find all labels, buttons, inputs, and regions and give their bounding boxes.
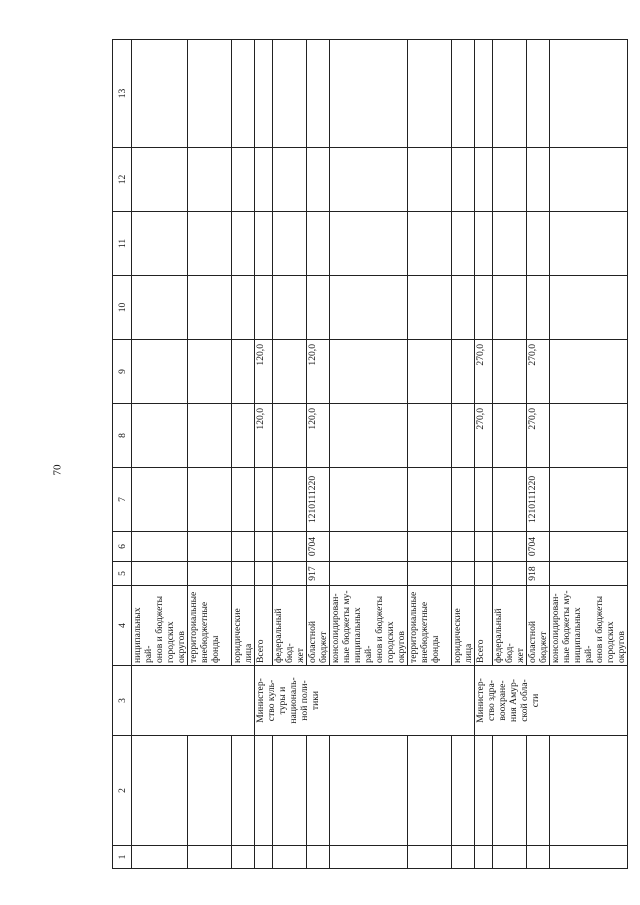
cell-col2 <box>452 736 475 846</box>
cell-col5 <box>273 562 307 586</box>
cell-col6 <box>188 532 232 562</box>
cell-text: Всего <box>475 639 486 663</box>
cell-col11 <box>550 212 628 276</box>
cell-col7 <box>307 468 330 532</box>
cell-text: 120,0 <box>255 408 266 430</box>
cell-col9 <box>132 340 188 404</box>
cell-col10 <box>330 276 408 340</box>
cell-col5 <box>475 562 493 586</box>
cell-col11 <box>232 212 255 276</box>
cell-col1 <box>330 846 408 869</box>
col-header-9: 9 <box>113 340 132 404</box>
cell-col1 <box>452 846 475 869</box>
cell-col9 <box>330 340 408 404</box>
cell-col13 <box>273 40 307 148</box>
cell-col12 <box>255 148 273 212</box>
cell-col4 <box>452 586 475 666</box>
budget-table-sheet <box>112 40 627 869</box>
table-row <box>550 40 628 869</box>
cell-text: 270,0 <box>527 344 538 366</box>
cell-col5 <box>493 562 527 586</box>
cell-col13 <box>255 40 273 148</box>
cell-col8 <box>330 404 408 468</box>
cell-col7 <box>527 468 550 532</box>
cell-col7 <box>408 468 452 532</box>
cell-text: 270,0 <box>527 408 538 430</box>
cell-col7 <box>452 468 475 532</box>
cell-col10 <box>408 276 452 340</box>
cell-col4 <box>273 586 307 666</box>
cell-col11 <box>188 212 232 276</box>
cell-col8 <box>475 404 493 468</box>
cell-col1 <box>188 846 232 869</box>
cell-text: областной бюджет <box>307 620 329 663</box>
cell-col6 <box>452 532 475 562</box>
cell-col10 <box>493 276 527 340</box>
cell-text: территориальные внебюджетные фонды <box>188 591 221 663</box>
cell-col5 <box>307 562 330 586</box>
cell-col2 <box>232 736 255 846</box>
cell-col2 <box>408 736 452 846</box>
cell-col2 <box>273 736 307 846</box>
budget-table <box>112 39 628 869</box>
cell-col10 <box>255 276 273 340</box>
cell-col12 <box>452 148 475 212</box>
cell-col5 <box>255 562 273 586</box>
cell-col6 <box>550 532 628 562</box>
cell-col10 <box>132 276 188 340</box>
cell-col8 <box>550 404 628 468</box>
cell-col12 <box>493 148 527 212</box>
cell-text: федеральный бюд- жет <box>273 608 306 663</box>
cell-col11 <box>273 212 307 276</box>
cell-col5 <box>232 562 255 586</box>
cell-col13 <box>527 40 550 148</box>
cell-col6 <box>255 532 273 562</box>
col-header-13: 13 <box>113 40 132 148</box>
cell-text: 1210111220 <box>527 475 538 524</box>
cell-col12 <box>550 148 628 212</box>
cell-col5 <box>452 562 475 586</box>
cell-col5 <box>408 562 452 586</box>
cell-col12 <box>527 148 550 212</box>
cell-col7 <box>232 468 255 532</box>
cell-col11 <box>255 212 273 276</box>
cell-col9 <box>527 340 550 404</box>
table-row <box>307 40 330 869</box>
table-row <box>493 40 527 869</box>
cell-col7 <box>493 468 527 532</box>
cell-col4 <box>408 586 452 666</box>
cell-text: 120,0 <box>255 344 266 366</box>
cell-col7 <box>255 468 273 532</box>
cell-col12 <box>475 148 493 212</box>
cell-col4 <box>330 586 408 666</box>
cell-col2 <box>527 736 550 846</box>
col-header-10: 10 <box>113 276 132 340</box>
cell-col3 <box>475 666 628 736</box>
cell-col5 <box>330 562 408 586</box>
cell-text: федеральный бюд- жет <box>493 608 526 663</box>
cell-col11 <box>408 212 452 276</box>
cell-col10 <box>307 276 330 340</box>
cell-col11 <box>330 212 408 276</box>
cell-col4 <box>493 586 527 666</box>
cell-col1 <box>132 846 188 869</box>
cell-col4 <box>307 586 330 666</box>
cell-col9 <box>550 340 628 404</box>
table-row <box>330 40 408 869</box>
cell-col2 <box>132 736 188 846</box>
cell-text: 917 <box>307 566 318 581</box>
cell-col10 <box>550 276 628 340</box>
cell-col9 <box>475 340 493 404</box>
cell-col13 <box>330 40 408 148</box>
cell-col4 <box>188 586 232 666</box>
cell-col13 <box>232 40 255 148</box>
cell-col9 <box>452 340 475 404</box>
cell-col8 <box>307 404 330 468</box>
cell-col8 <box>452 404 475 468</box>
cell-col9 <box>255 340 273 404</box>
column-number-row <box>113 40 132 869</box>
col-header-2: 2 <box>113 736 132 846</box>
cell-col5 <box>550 562 628 586</box>
cell-col1 <box>255 846 273 869</box>
table-body <box>132 40 628 869</box>
cell-col12 <box>232 148 255 212</box>
col-header-4: 4 <box>113 586 132 666</box>
page-number: 70 <box>51 464 64 476</box>
cell-col9 <box>307 340 330 404</box>
cell-text: 120,0 <box>307 408 318 430</box>
col-header-7: 7 <box>113 468 132 532</box>
table-row <box>188 40 232 869</box>
cell-text: юридические лица <box>232 608 254 663</box>
col-header-8: 8 <box>113 404 132 468</box>
cell-col9 <box>493 340 527 404</box>
cell-col2 <box>550 736 628 846</box>
table-row <box>408 40 452 869</box>
cell-col7 <box>550 468 628 532</box>
col-header-11: 11 <box>113 212 132 276</box>
table-row <box>273 40 307 869</box>
cell-col12 <box>307 148 330 212</box>
cell-col13 <box>132 40 188 148</box>
cell-col2 <box>255 736 273 846</box>
cell-col5 <box>527 562 550 586</box>
cell-col12 <box>408 148 452 212</box>
cell-col3 <box>255 666 475 736</box>
cell-col4 <box>475 586 493 666</box>
cell-col6 <box>273 532 307 562</box>
cell-col13 <box>550 40 628 148</box>
cell-text: ниципальных рай- онов и бюджеты городских округов <box>132 595 187 663</box>
cell-text: консолидирован- ные бюджеты му- ниципальных рай- онов и бюджеты городских округов <box>330 590 407 663</box>
cell-text: 270,0 <box>475 408 486 430</box>
cell-text: 918 <box>527 566 538 581</box>
cell-col4 <box>527 586 550 666</box>
cell-col8 <box>273 404 307 468</box>
cell-col1 <box>408 846 452 869</box>
cell-col6 <box>475 532 493 562</box>
cell-col13 <box>475 40 493 148</box>
cell-col11 <box>493 212 527 276</box>
cell-col2 <box>330 736 408 846</box>
cell-col13 <box>188 40 232 148</box>
cell-text: Всего <box>255 639 266 663</box>
cell-col12 <box>188 148 232 212</box>
cell-col8 <box>527 404 550 468</box>
cell-col4 <box>550 586 628 666</box>
cell-text: юридические лица <box>452 608 474 663</box>
cell-col2 <box>475 736 493 846</box>
table-row <box>132 40 188 869</box>
col-header-6: 6 <box>113 532 132 562</box>
cell-text: 1210111220 <box>307 475 318 524</box>
cell-col11 <box>527 212 550 276</box>
cell-col7 <box>273 468 307 532</box>
cell-col12 <box>273 148 307 212</box>
cell-col8 <box>255 404 273 468</box>
cell-col12 <box>132 148 188 212</box>
cell-col11 <box>452 212 475 276</box>
cell-col10 <box>273 276 307 340</box>
table-row <box>475 40 493 869</box>
cell-col4 <box>132 586 188 666</box>
table-frame <box>112 40 627 869</box>
cell-col2 <box>307 736 330 846</box>
cell-col1 <box>307 846 330 869</box>
cell-col9 <box>188 340 232 404</box>
cell-col9 <box>273 340 307 404</box>
cell-col11 <box>307 212 330 276</box>
cell-col8 <box>408 404 452 468</box>
cell-col12 <box>330 148 408 212</box>
cell-col6 <box>132 532 188 562</box>
cell-col1 <box>273 846 307 869</box>
cell-col2 <box>493 736 527 846</box>
cell-col7 <box>475 468 493 532</box>
cell-col6 <box>232 532 255 562</box>
cell-col7 <box>132 468 188 532</box>
cell-col11 <box>475 212 493 276</box>
cell-text: областной бюджет <box>527 620 549 663</box>
cell-col1 <box>493 846 527 869</box>
cell-col10 <box>188 276 232 340</box>
table-row <box>232 40 255 869</box>
cell-text: консолидирован- ные бюджеты му- ниципальных рай- онов и бюджеты городских округов <box>550 590 627 663</box>
cell-col1 <box>232 846 255 869</box>
cell-col7 <box>188 468 232 532</box>
cell-text: территориальные внебюджетные фонды <box>408 591 441 663</box>
col-header-5: 5 <box>113 562 132 586</box>
cell-col6 <box>330 532 408 562</box>
cell-col5 <box>188 562 232 586</box>
cell-text: 120,0 <box>307 344 318 366</box>
cell-col1 <box>527 846 550 869</box>
cell-col13 <box>408 40 452 148</box>
cell-col1 <box>475 846 493 869</box>
cell-col11 <box>132 212 188 276</box>
cell-text: Министер- ство куль- туры и националь- ной поли- тики <box>255 677 321 724</box>
cell-text: 0704 <box>307 536 318 557</box>
cell-col4 <box>255 586 273 666</box>
cell-col7 <box>330 468 408 532</box>
cell-col8 <box>188 404 232 468</box>
cell-col6 <box>493 532 527 562</box>
cell-text: Министер- ство здра- воохране- ния Амур- ской обла- сти <box>475 678 541 723</box>
cell-col10 <box>232 276 255 340</box>
cell-col13 <box>307 40 330 148</box>
cell-col2 <box>188 736 232 846</box>
cell-col10 <box>527 276 550 340</box>
table-row <box>527 40 550 869</box>
table-row <box>255 40 273 869</box>
col-header-12: 12 <box>113 148 132 212</box>
cell-col9 <box>408 340 452 404</box>
cell-col8 <box>132 404 188 468</box>
cell-col13 <box>452 40 475 148</box>
cell-col10 <box>475 276 493 340</box>
col-header-3: 3 <box>113 666 132 736</box>
cell-col10 <box>452 276 475 340</box>
cell-col4 <box>232 586 255 666</box>
cell-col6 <box>527 532 550 562</box>
cell-text: 270,0 <box>475 344 486 366</box>
cell-col13 <box>493 40 527 148</box>
cell-col1 <box>550 846 628 869</box>
table-row <box>452 40 475 869</box>
cell-col3 <box>132 666 255 736</box>
cell-col6 <box>307 532 330 562</box>
cell-col8 <box>493 404 527 468</box>
cell-col9 <box>232 340 255 404</box>
cell-col6 <box>408 532 452 562</box>
col-header-1: 1 <box>113 846 132 869</box>
cell-col8 <box>232 404 255 468</box>
cell-col5 <box>132 562 188 586</box>
cell-text: 0704 <box>527 536 538 557</box>
